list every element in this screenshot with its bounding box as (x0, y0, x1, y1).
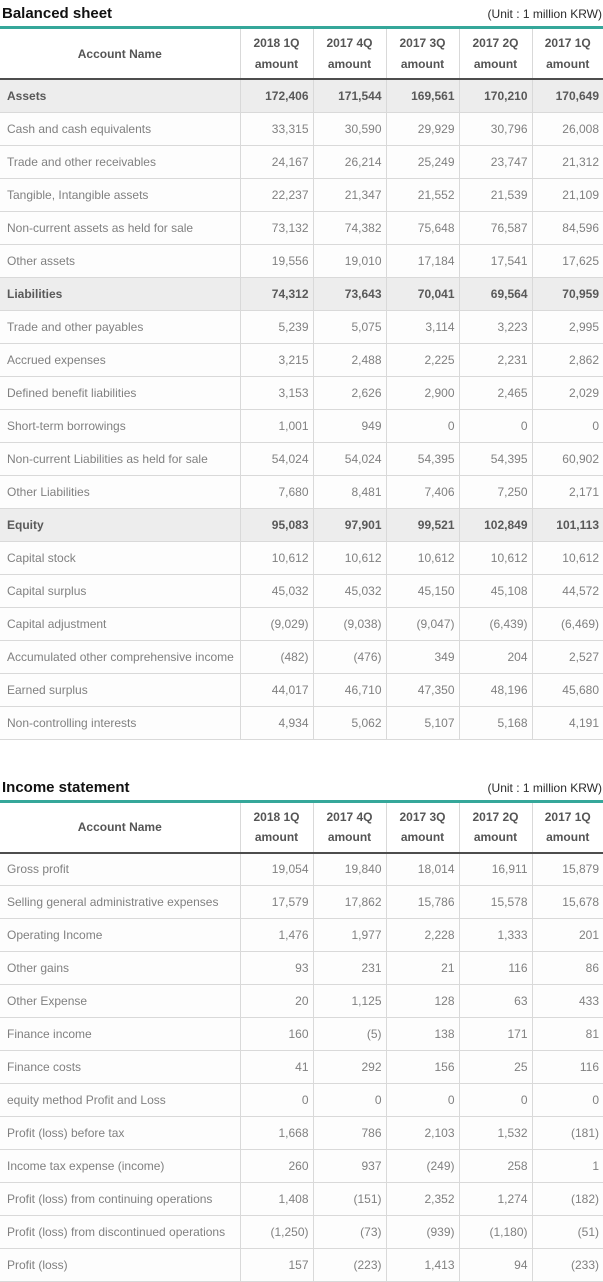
amount-cell: (6,439) (459, 607, 532, 640)
column-header-2017-3q (386, 803, 459, 853)
amount-cell: 2,488 (313, 343, 386, 376)
amount-cell: 0 (532, 409, 603, 442)
column-header-2017-1q (532, 29, 603, 79)
amount-cell: (233) (532, 1249, 603, 1282)
amount-cell: 2,626 (313, 376, 386, 409)
table-row (0, 1117, 603, 1150)
amount-cell: 30,590 (313, 112, 386, 145)
column-header-2018-1q (240, 29, 313, 79)
amount-cell: 1,333 (459, 919, 532, 952)
table-row (0, 343, 603, 376)
account-name-cell: Finance costs (0, 1051, 240, 1084)
amount-cell: 258 (459, 1150, 532, 1183)
amount-cell: 15,879 (532, 853, 603, 886)
amount-subheader: amount (460, 54, 532, 74)
amount-cell: 0 (459, 1084, 532, 1117)
amount-cell: (9,047) (386, 607, 459, 640)
amount-subheader: amount (387, 827, 459, 847)
section-row (0, 79, 603, 112)
amount-cell: 4,191 (532, 706, 603, 739)
amount-cell: 47,350 (386, 673, 459, 706)
amount-cell: 16,911 (459, 853, 532, 886)
table-row (0, 985, 603, 1018)
amount-cell: 1,408 (240, 1183, 313, 1216)
amount-cell: 84,596 (532, 211, 603, 244)
account-name-cell: Finance income (0, 1018, 240, 1051)
column-header-2017-4q (313, 29, 386, 79)
amount-cell: 73,132 (240, 211, 313, 244)
amount-cell: 2,465 (459, 376, 532, 409)
amount-cell: 160 (240, 1018, 313, 1051)
amount-cell: 170,649 (532, 79, 603, 112)
amount-cell: 2,225 (386, 343, 459, 376)
amount-cell: 231 (313, 952, 386, 985)
amount-cell: (223) (313, 1249, 386, 1282)
amount-cell: 170,210 (459, 79, 532, 112)
table-row (0, 145, 603, 178)
amount-cell: 21,347 (313, 178, 386, 211)
column-header-2017-1q (532, 803, 603, 853)
column-header-2017-4q (313, 803, 386, 853)
amount-cell: 156 (386, 1051, 459, 1084)
table-row (0, 112, 603, 145)
amount-cell: 171,544 (313, 79, 386, 112)
amount-subheader: amount (241, 827, 313, 847)
account-name-cell: Non-controlling interests (0, 706, 240, 739)
amount-cell: 15,678 (532, 886, 603, 919)
amount-cell: 44,017 (240, 673, 313, 706)
period-label: 2017 4Q (314, 33, 386, 53)
amount-cell: 102,849 (459, 508, 532, 541)
amount-cell: (73) (313, 1216, 386, 1249)
table-row (0, 673, 603, 706)
table-row (0, 1216, 603, 1249)
amount-cell: 19,054 (240, 853, 313, 886)
amount-cell: 15,786 (386, 886, 459, 919)
amount-cell: 260 (240, 1150, 313, 1183)
account-name-cell: Earned surplus (0, 673, 240, 706)
amount-cell: 70,041 (386, 277, 459, 310)
amount-cell: 2,231 (459, 343, 532, 376)
amount-cell: 54,395 (386, 442, 459, 475)
amount-cell: 18,014 (386, 853, 459, 886)
amount-cell: 19,840 (313, 853, 386, 886)
amount-cell: 5,107 (386, 706, 459, 739)
amount-cell: 48,196 (459, 673, 532, 706)
table-row (0, 1249, 603, 1282)
account-name-cell: Accrued expenses (0, 343, 240, 376)
amount-cell: 1,274 (459, 1183, 532, 1216)
amount-subheader: amount (533, 827, 603, 847)
account-name-cell: Selling general administrative expenses (0, 886, 240, 919)
amount-cell: 138 (386, 1018, 459, 1051)
amount-cell: 74,382 (313, 211, 386, 244)
balance-sheet-table (0, 29, 603, 740)
amount-cell: (9,029) (240, 607, 313, 640)
amount-cell: 25,249 (386, 145, 459, 178)
amount-cell: 23,747 (459, 145, 532, 178)
amount-cell: 7,406 (386, 475, 459, 508)
amount-cell: 26,008 (532, 112, 603, 145)
table-row (0, 919, 603, 952)
amount-cell: 45,108 (459, 574, 532, 607)
account-name-cell: Defined benefit liabilities (0, 376, 240, 409)
amount-cell: 292 (313, 1051, 386, 1084)
amount-cell: 29,929 (386, 112, 459, 145)
amount-cell: 1 (532, 1150, 603, 1183)
amount-cell: 30,796 (459, 112, 532, 145)
amount-cell: (181) (532, 1117, 603, 1150)
balance-sheet-table-head (0, 29, 603, 79)
amount-cell: 433 (532, 985, 603, 1018)
amount-cell: 3,223 (459, 310, 532, 343)
amount-cell: 69,564 (459, 277, 532, 310)
period-label: 2017 3Q (387, 33, 459, 53)
amount-cell: 44,572 (532, 574, 603, 607)
amount-cell: 25 (459, 1051, 532, 1084)
period-label: 2017 1Q (533, 33, 603, 53)
table-row (0, 178, 603, 211)
amount-cell: 172,406 (240, 79, 313, 112)
account-name-cell: Equity (0, 508, 240, 541)
amount-cell: 3,114 (386, 310, 459, 343)
amount-cell: 26,214 (313, 145, 386, 178)
amount-cell: (1,180) (459, 1216, 532, 1249)
section-row (0, 277, 603, 310)
period-label: 2017 4Q (314, 807, 386, 827)
amount-cell: 0 (313, 1084, 386, 1117)
amount-cell: 2,527 (532, 640, 603, 673)
amount-cell: 97,901 (313, 508, 386, 541)
amount-cell: 21 (386, 952, 459, 985)
balance-sheet-table-body (0, 79, 603, 739)
amount-cell: 101,113 (532, 508, 603, 541)
table-row (0, 640, 603, 673)
amount-cell: (182) (532, 1183, 603, 1216)
amount-cell: (1,250) (240, 1216, 313, 1249)
table-row (0, 244, 603, 277)
amount-cell: 45,032 (313, 574, 386, 607)
amount-cell: 0 (459, 409, 532, 442)
amount-cell: 2,171 (532, 475, 603, 508)
account-name-cell: Non-current Liabilities as held for sale (0, 442, 240, 475)
income-statement-table (0, 803, 603, 1282)
table-row (0, 541, 603, 574)
amount-cell: 19,010 (313, 244, 386, 277)
table-row (0, 886, 603, 919)
amount-cell: 7,680 (240, 475, 313, 508)
amount-cell: 128 (386, 985, 459, 1018)
amount-cell: 10,612 (240, 541, 313, 574)
amount-cell: 75,648 (386, 211, 459, 244)
amount-cell: 94 (459, 1249, 532, 1282)
income-statement-title: Income statement (2, 779, 130, 796)
amount-cell: 2,862 (532, 343, 603, 376)
account-name-header: Account Name (0, 803, 240, 853)
amount-cell: 5,239 (240, 310, 313, 343)
income-statement-table-head (0, 803, 603, 853)
column-header-2017-3q (386, 29, 459, 79)
table-row (0, 952, 603, 985)
income-statement-table-body (0, 853, 603, 1282)
table-row (0, 1150, 603, 1183)
amount-cell: 349 (386, 640, 459, 673)
amount-cell: 937 (313, 1150, 386, 1183)
amount-cell: 7,250 (459, 475, 532, 508)
table-row (0, 1084, 603, 1117)
table-row (0, 574, 603, 607)
account-name-cell: Tangible, Intangible assets (0, 178, 240, 211)
amount-subheader: amount (533, 54, 603, 74)
table-row (0, 376, 603, 409)
amount-cell: 2,228 (386, 919, 459, 952)
amount-cell: 8,481 (313, 475, 386, 508)
amount-cell: 1,413 (386, 1249, 459, 1282)
amount-cell: 17,625 (532, 244, 603, 277)
table-row (0, 1018, 603, 1051)
amount-subheader: amount (241, 54, 313, 74)
amount-cell: 73,643 (313, 277, 386, 310)
amount-cell: 54,395 (459, 442, 532, 475)
amount-cell: 1,001 (240, 409, 313, 442)
account-name-cell: Gross profit (0, 853, 240, 886)
amount-subheader: amount (460, 827, 532, 847)
amount-cell: 157 (240, 1249, 313, 1282)
table-row (0, 442, 603, 475)
balance-sheet-title: Balanced sheet (2, 5, 112, 22)
amount-cell: 5,075 (313, 310, 386, 343)
amount-cell: 20 (240, 985, 313, 1018)
amount-cell: 17,862 (313, 886, 386, 919)
account-name-cell: Profit (loss) (0, 1249, 240, 1282)
amount-cell: 4,934 (240, 706, 313, 739)
amount-cell: (151) (313, 1183, 386, 1216)
account-name-cell: Profit (loss) from continuing operations (0, 1183, 240, 1216)
amount-cell: (6,469) (532, 607, 603, 640)
amount-cell: 70,959 (532, 277, 603, 310)
income-statement-header-bar (0, 774, 603, 803)
account-name-cell: Profit (loss) from discontinued operations (0, 1216, 240, 1249)
account-name-cell: Trade and other payables (0, 310, 240, 343)
unit-label: (Unit : 1 million KRW) (488, 7, 602, 22)
amount-subheader: amount (314, 827, 386, 847)
unit-label: (Unit : 1 million KRW) (488, 781, 602, 796)
table-row (0, 853, 603, 886)
amount-cell: 10,612 (313, 541, 386, 574)
table-row (0, 310, 603, 343)
amount-cell: 786 (313, 1117, 386, 1150)
amount-subheader: amount (387, 54, 459, 74)
account-name-cell: Capital stock (0, 541, 240, 574)
table-row (0, 1183, 603, 1216)
column-header-2017-2q (459, 803, 532, 853)
section-row (0, 508, 603, 541)
amount-cell: 5,168 (459, 706, 532, 739)
account-name-cell: Other Liabilities (0, 475, 240, 508)
period-label: 2017 3Q (387, 807, 459, 827)
table-row (0, 409, 603, 442)
period-label: 2018 1Q (241, 33, 313, 53)
account-name-cell: equity method Profit and Loss (0, 1084, 240, 1117)
amount-cell: 1,532 (459, 1117, 532, 1150)
amount-cell: 17,579 (240, 886, 313, 919)
amount-cell: 3,215 (240, 343, 313, 376)
balance-sheet-header-bar (0, 0, 603, 29)
amount-cell: 95,083 (240, 508, 313, 541)
amount-cell: 22,237 (240, 178, 313, 211)
amount-cell: 3,153 (240, 376, 313, 409)
amount-cell: 116 (532, 1051, 603, 1084)
amount-cell: (476) (313, 640, 386, 673)
amount-cell: 45,032 (240, 574, 313, 607)
account-name-cell: Profit (loss) before tax (0, 1117, 240, 1150)
amount-cell: 1,125 (313, 985, 386, 1018)
amount-cell: 2,029 (532, 376, 603, 409)
amount-cell: 17,541 (459, 244, 532, 277)
account-name-cell: Non-current assets as held for sale (0, 211, 240, 244)
amount-cell: (482) (240, 640, 313, 673)
amount-cell: 63 (459, 985, 532, 1018)
table-row (0, 475, 603, 508)
amount-cell: 76,587 (459, 211, 532, 244)
amount-cell: 45,150 (386, 574, 459, 607)
amount-cell: 54,024 (313, 442, 386, 475)
amount-cell: (5) (313, 1018, 386, 1051)
period-label: 2017 2Q (460, 33, 532, 53)
period-label: 2018 1Q (241, 807, 313, 827)
amount-cell: 21,539 (459, 178, 532, 211)
income-statement-section (0, 774, 603, 1282)
amount-cell: 15,578 (459, 886, 532, 919)
amount-cell: 24,167 (240, 145, 313, 178)
amount-cell: (249) (386, 1150, 459, 1183)
amount-cell: 86 (532, 952, 603, 985)
amount-cell: 21,312 (532, 145, 603, 178)
account-name-cell: Operating Income (0, 919, 240, 952)
header-row (0, 29, 603, 79)
amount-cell: 33,315 (240, 112, 313, 145)
amount-cell: 19,556 (240, 244, 313, 277)
amount-cell: 2,995 (532, 310, 603, 343)
amount-cell: 60,902 (532, 442, 603, 475)
amount-cell: 949 (313, 409, 386, 442)
column-header-2018-1q (240, 803, 313, 853)
amount-cell: 99,521 (386, 508, 459, 541)
account-name-header: Account Name (0, 29, 240, 79)
amount-cell: 93 (240, 952, 313, 985)
amount-cell: 0 (240, 1084, 313, 1117)
amount-cell: 54,024 (240, 442, 313, 475)
amount-cell: 10,612 (459, 541, 532, 574)
amount-cell: 74,312 (240, 277, 313, 310)
account-name-cell: Other assets (0, 244, 240, 277)
column-header-2017-2q (459, 29, 532, 79)
amount-cell: 2,900 (386, 376, 459, 409)
table-row (0, 607, 603, 640)
amount-cell: 21,109 (532, 178, 603, 211)
amount-cell: (939) (386, 1216, 459, 1249)
amount-cell: 204 (459, 640, 532, 673)
table-row (0, 211, 603, 244)
amount-cell: 45,680 (532, 673, 603, 706)
amount-cell: 10,612 (532, 541, 603, 574)
account-name-cell: Short-term borrowings (0, 409, 240, 442)
amount-cell: 0 (532, 1084, 603, 1117)
amount-cell: (9,038) (313, 607, 386, 640)
amount-cell: 201 (532, 919, 603, 952)
amount-cell: 17,184 (386, 244, 459, 277)
account-name-cell: Assets (0, 79, 240, 112)
amount-cell: 0 (386, 409, 459, 442)
amount-cell: 10,612 (386, 541, 459, 574)
account-name-cell: Other Expense (0, 985, 240, 1018)
account-name-cell: Accumulated other comprehensive income (0, 640, 240, 673)
amount-cell: 1,476 (240, 919, 313, 952)
amount-cell: 0 (386, 1084, 459, 1117)
amount-cell: 171 (459, 1018, 532, 1051)
account-name-cell: Capital surplus (0, 574, 240, 607)
account-name-cell: Cash and cash equivalents (0, 112, 240, 145)
amount-cell: 1,668 (240, 1117, 313, 1150)
account-name-cell: Other gains (0, 952, 240, 985)
account-name-cell: Trade and other receivables (0, 145, 240, 178)
amount-cell: 46,710 (313, 673, 386, 706)
account-name-cell: Liabilities (0, 277, 240, 310)
amount-cell: 169,561 (386, 79, 459, 112)
amount-subheader: amount (314, 54, 386, 74)
amount-cell: 2,352 (386, 1183, 459, 1216)
account-name-cell: Income tax expense (income) (0, 1150, 240, 1183)
amount-cell: 21,552 (386, 178, 459, 211)
amount-cell: 5,062 (313, 706, 386, 739)
amount-cell: 1,977 (313, 919, 386, 952)
amount-cell: (51) (532, 1216, 603, 1249)
amount-cell: 41 (240, 1051, 313, 1084)
amount-cell: 81 (532, 1018, 603, 1051)
table-row (0, 706, 603, 739)
amount-cell: 2,103 (386, 1117, 459, 1150)
period-label: 2017 1Q (533, 807, 603, 827)
amount-cell: 116 (459, 952, 532, 985)
account-name-cell: Capital adjustment (0, 607, 240, 640)
table-row (0, 1051, 603, 1084)
header-row (0, 803, 603, 853)
period-label: 2017 2Q (460, 807, 532, 827)
